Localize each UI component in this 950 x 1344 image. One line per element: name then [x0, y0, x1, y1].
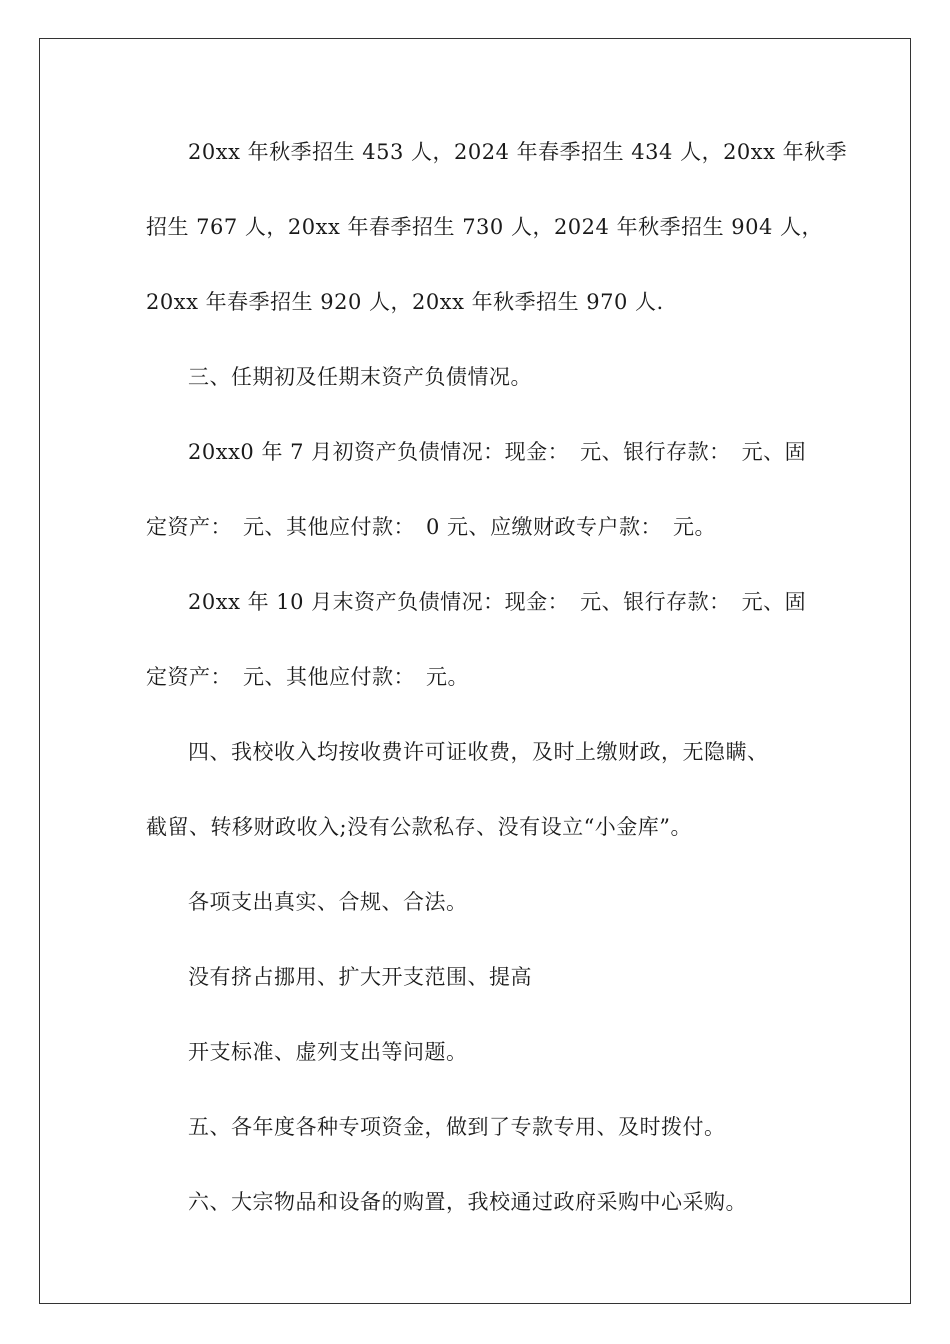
paragraph-line: 定资产： 元、其他应付款： 0 元、应缴财政专户款： 元。 [146, 515, 717, 539]
section-heading: 六、大宗物品和设备的购置，我校通过政府采购中心采购。 [188, 1190, 747, 1214]
paragraph-line: 20xx 年秋季招生 453 人，2024 年春季招生 434 人，20xx 年秋季 [188, 140, 848, 164]
paragraph-line: 各项支出真实、合规、合法。 [188, 890, 468, 914]
paragraph-line: 20xx0 年 7 月初资产负债情况：现金： 元、银行存款： 元、固 [188, 440, 807, 464]
paragraph-line: 开支标准、虚列支出等问题。 [188, 1040, 468, 1064]
section-heading: 三、任期初及任期末资产负债情况。 [188, 365, 532, 389]
paragraph-line: 20xx 年 10 月末资产负债情况：现金： 元、银行存款： 元、固 [188, 590, 807, 614]
paragraph-line: 招生 767 人，20xx 年春季招生 730 人，2024 年秋季招生 904 人， [146, 215, 823, 239]
paragraph-line: 定资产： 元、其他应付款： 元。 [146, 665, 469, 689]
paragraph-line: 20xx 年春季招生 920 人，20xx 年秋季招生 970 人. [146, 290, 664, 314]
paragraph-line: 没有挤占挪用、扩大开支范围、提高 [188, 965, 532, 989]
paragraph-line: 截留、转移财政收入;没有公款私存、没有设立“小金库”。 [146, 815, 693, 839]
section-heading: 五、各年度各种专项资金，做到了专款专用、及时拨付。 [188, 1115, 726, 1139]
section-heading: 四、我校收入均按收费许可证收费，及时上缴财政，无隐瞒、 [188, 740, 769, 764]
